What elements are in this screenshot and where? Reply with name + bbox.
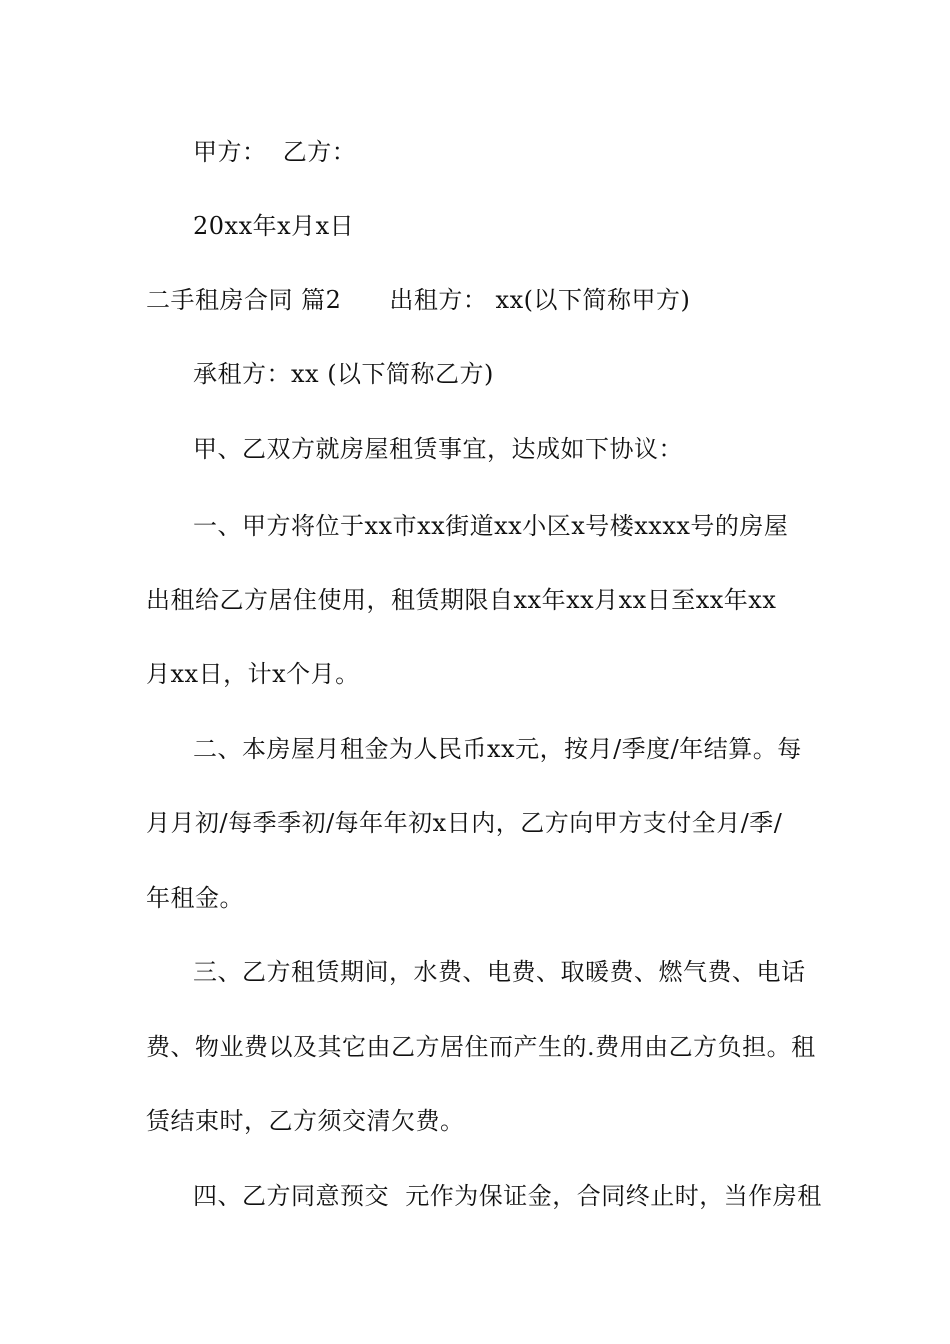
date-line: 20xx年x月x日 (193, 212, 355, 240)
clause-3-line-3: 赁结束时，乙方须交清欠费。 (146, 1107, 465, 1135)
lessor-line: 出租方： xx(以下简称甲方) (389, 286, 691, 314)
clause-1-line-1: 一、甲方将位于xx市xx街道xx小区x号楼xxxx号的房屋 (193, 512, 789, 540)
clause-2-line-2: 月月初/每季季初/每年年初x日内，乙方向甲方支付全月/季/ (146, 809, 783, 837)
signature-line: 甲方： 乙方： (193, 138, 357, 166)
clause-2-line-3: 年租金。 (146, 884, 244, 912)
clause-4-line-1: 四、乙方同意预交 元作为保证金，合同终止时，当作房租 (193, 1182, 822, 1210)
clause-2-line-1: 二、本房屋月租金为人民币xx元，按月/季度/年结算。每 (193, 735, 802, 763)
clause-1-line-3: 月xx日，计x个月。 (146, 660, 360, 688)
clause-3-line-2: 费、物业费以及其它由乙方居住而产生的.费用由乙方负担。租 (146, 1033, 816, 1061)
clause-3-line-1: 三、乙方租赁期间，水费、电费、取暖费、燃气费、电话 (193, 958, 806, 986)
clause-1-line-2: 出租给乙方居住使用，租赁期限自xx年xx月xx日至xx年xx (146, 586, 777, 614)
heading-title: 二手租房合同 篇2 (146, 286, 342, 314)
intro-line: 甲、乙双方就房屋租赁事宜，达成如下协议： (193, 435, 683, 463)
heading-row (146, 285, 690, 315)
lessee-line: 承租方：xx (以下简称乙方) (193, 360, 494, 388)
